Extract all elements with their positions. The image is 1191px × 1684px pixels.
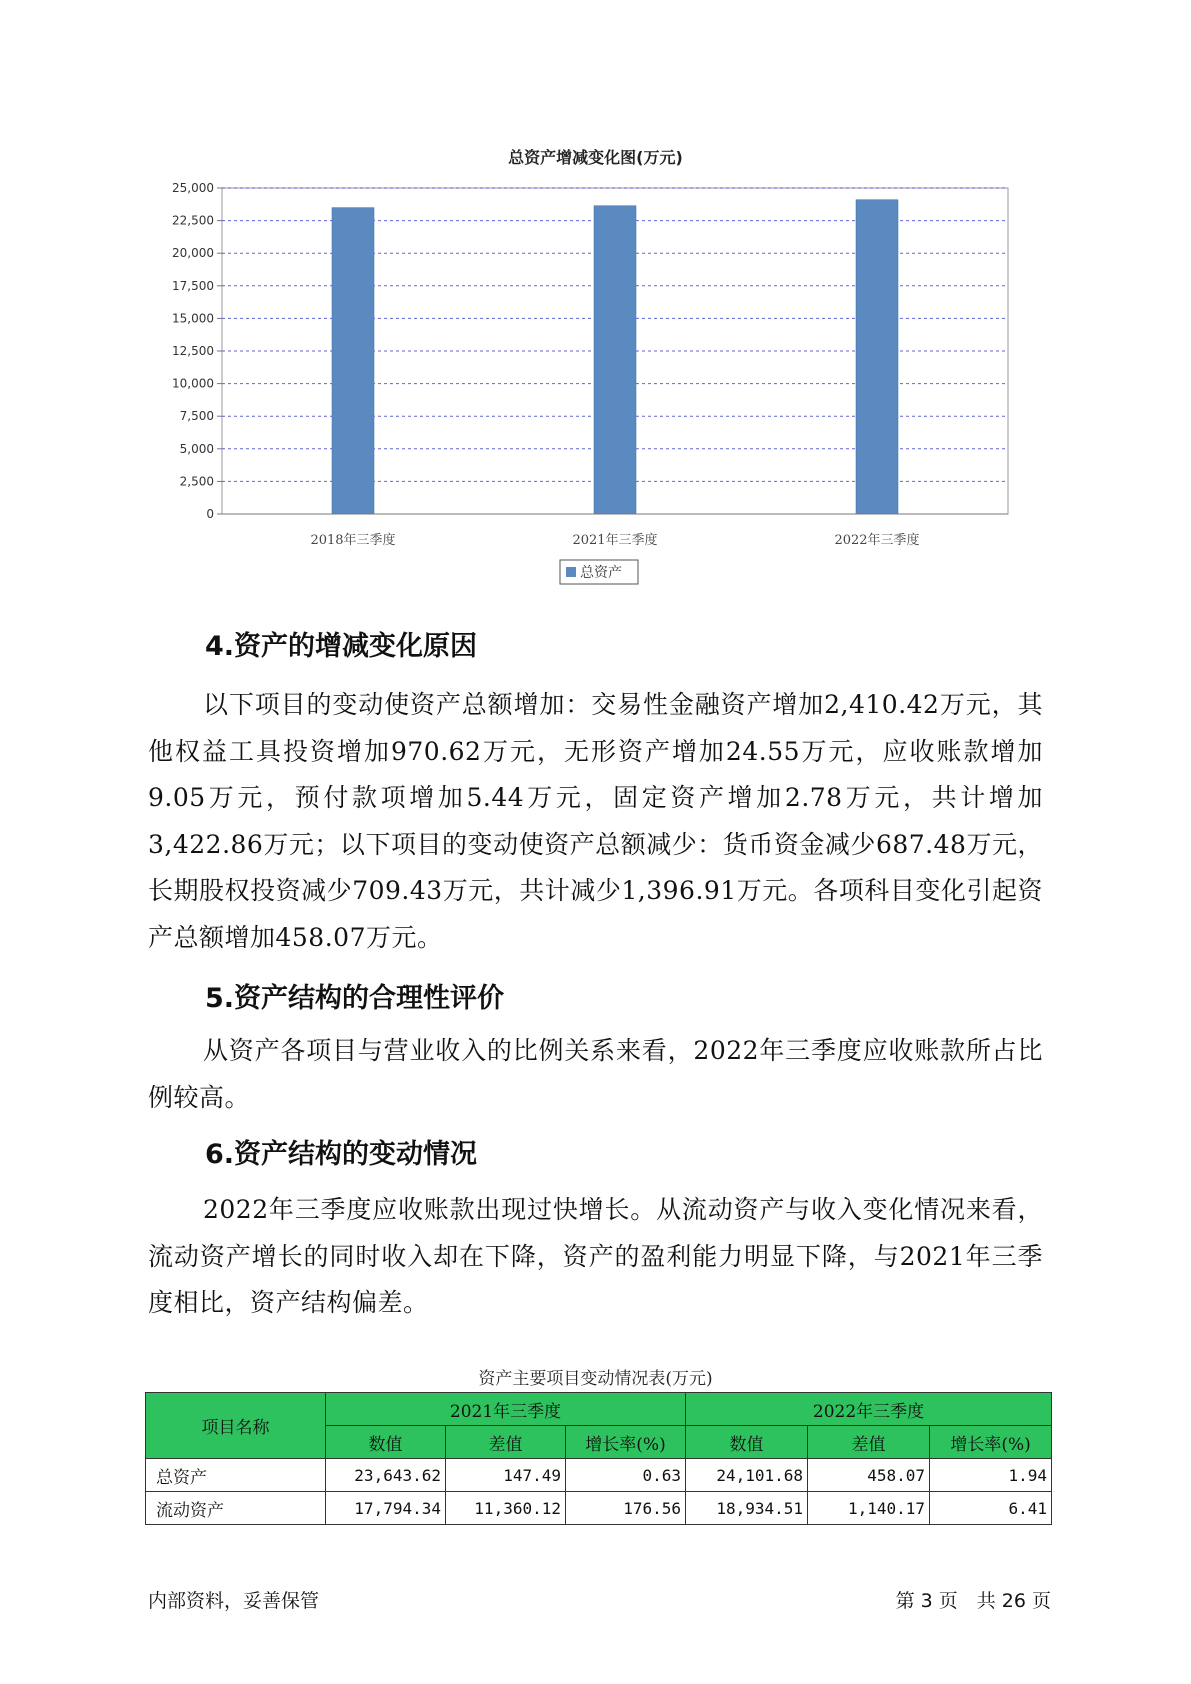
y-tick-label: 20,000: [172, 246, 214, 261]
header-rate: 增长率(%): [566, 1426, 686, 1459]
row-name: 流动资产: [146, 1492, 326, 1525]
cell-rate: 6.41: [930, 1492, 1052, 1525]
y-tick-label: 25,000: [172, 181, 214, 195]
y-tick-label: 2,500: [179, 474, 214, 489]
cell-value: 23,643.62: [326, 1459, 446, 1492]
y-tick-label: 15,000: [172, 311, 214, 326]
legend-swatch: [566, 567, 576, 577]
cell-rate: 176.56: [566, 1492, 686, 1525]
y-tick-label: 10,000: [172, 376, 214, 391]
y-tick-label: 7,500: [179, 409, 214, 424]
footer-confidential-note: 内部资料，妥善保管: [148, 1590, 320, 1612]
table-row: [146, 1459, 1052, 1492]
legend-label: 总资产: [580, 565, 622, 581]
cell-diff: 1,140.17: [808, 1492, 930, 1525]
y-tick-label: 17,500: [172, 278, 214, 293]
header-diff: 差值: [808, 1426, 930, 1459]
cell-rate: 1.94: [930, 1459, 1052, 1492]
x-tick-label: 2022年三季度: [834, 533, 920, 548]
cell-diff: 458.07: [808, 1459, 930, 1492]
cell-rate: 0.63: [566, 1459, 686, 1492]
table-caption: 资产主要项目变动情况表(万元): [478, 1369, 713, 1389]
y-tick-label: 0: [206, 507, 214, 521]
section-6-heading: 6.资产结构的变动情况: [205, 1139, 478, 1170]
bar: [332, 208, 374, 514]
header-value: 数值: [686, 1426, 808, 1459]
bar: [856, 200, 898, 514]
bar-chart: [0, 0, 1191, 600]
footer-page-number: 第 3 页 共 26 页: [895, 1590, 1051, 1612]
section-4-body: 以下项目的变动使资产总额增加：交易性金融资产增加2,410.42万元，其他权益工具投资增加970.62万元，无形资产增加24.55万元，应收账款增加9.05万元，预付款项增加5.44万元，固定资产增加2.78万元，共计增加3,422.86万元；以下项目的变动使资产总额减少：货币资金减少687.48万元，长期股权投资减少709.43万元，共计减少1,396.91万元。各项科目变化引起资产总额增加458.07万元。: [148, 690, 1043, 952]
y-tick-label: 22,500: [172, 213, 214, 228]
asset-change-table: [145, 1392, 1052, 1525]
y-tick-label: 12,500: [172, 344, 214, 358]
header-period-2021: 2021年三季度: [326, 1393, 686, 1426]
cell-value: 24,101.68: [686, 1459, 808, 1492]
header-rate: 增长率(%): [930, 1426, 1052, 1459]
row-name: 总资产: [146, 1459, 326, 1492]
section-4-heading: 4.资产的增减变化原因: [205, 631, 478, 662]
section-5-heading: 5.资产结构的合理性评价: [205, 983, 505, 1014]
bar: [594, 206, 636, 514]
cell-value: 17,794.34: [326, 1492, 446, 1525]
section-6-body: 2022年三季度应收账款出现过快增长。从流动资产与收入变化情况来看，流动资产增长的同时收入却在下降，资产的盈利能力明显下降，与2021年三季度相比，资产结构偏差。: [148, 1195, 1043, 1317]
table-row: [146, 1492, 1052, 1525]
header-item-name: 项目名称: [146, 1393, 326, 1459]
x-tick-label: 2018年三季度: [310, 533, 396, 548]
x-tick-label: 2021年三季度: [572, 533, 658, 548]
chart-title: 总资产增减变化图(万元): [508, 148, 683, 167]
y-tick-label: 5,000: [179, 441, 214, 456]
header-period-2022: 2022年三季度: [686, 1393, 1052, 1426]
cell-diff: 147.49: [446, 1459, 566, 1492]
cell-diff: 11,360.12: [446, 1492, 566, 1525]
header-value: 数值: [326, 1426, 446, 1459]
header-diff: 差值: [446, 1426, 566, 1459]
cell-value: 18,934.51: [686, 1492, 808, 1525]
section-5-body: 从资产各项目与营业收入的比例关系来看，2022年三季度应收账款所占比例较高。: [148, 1036, 1043, 1112]
